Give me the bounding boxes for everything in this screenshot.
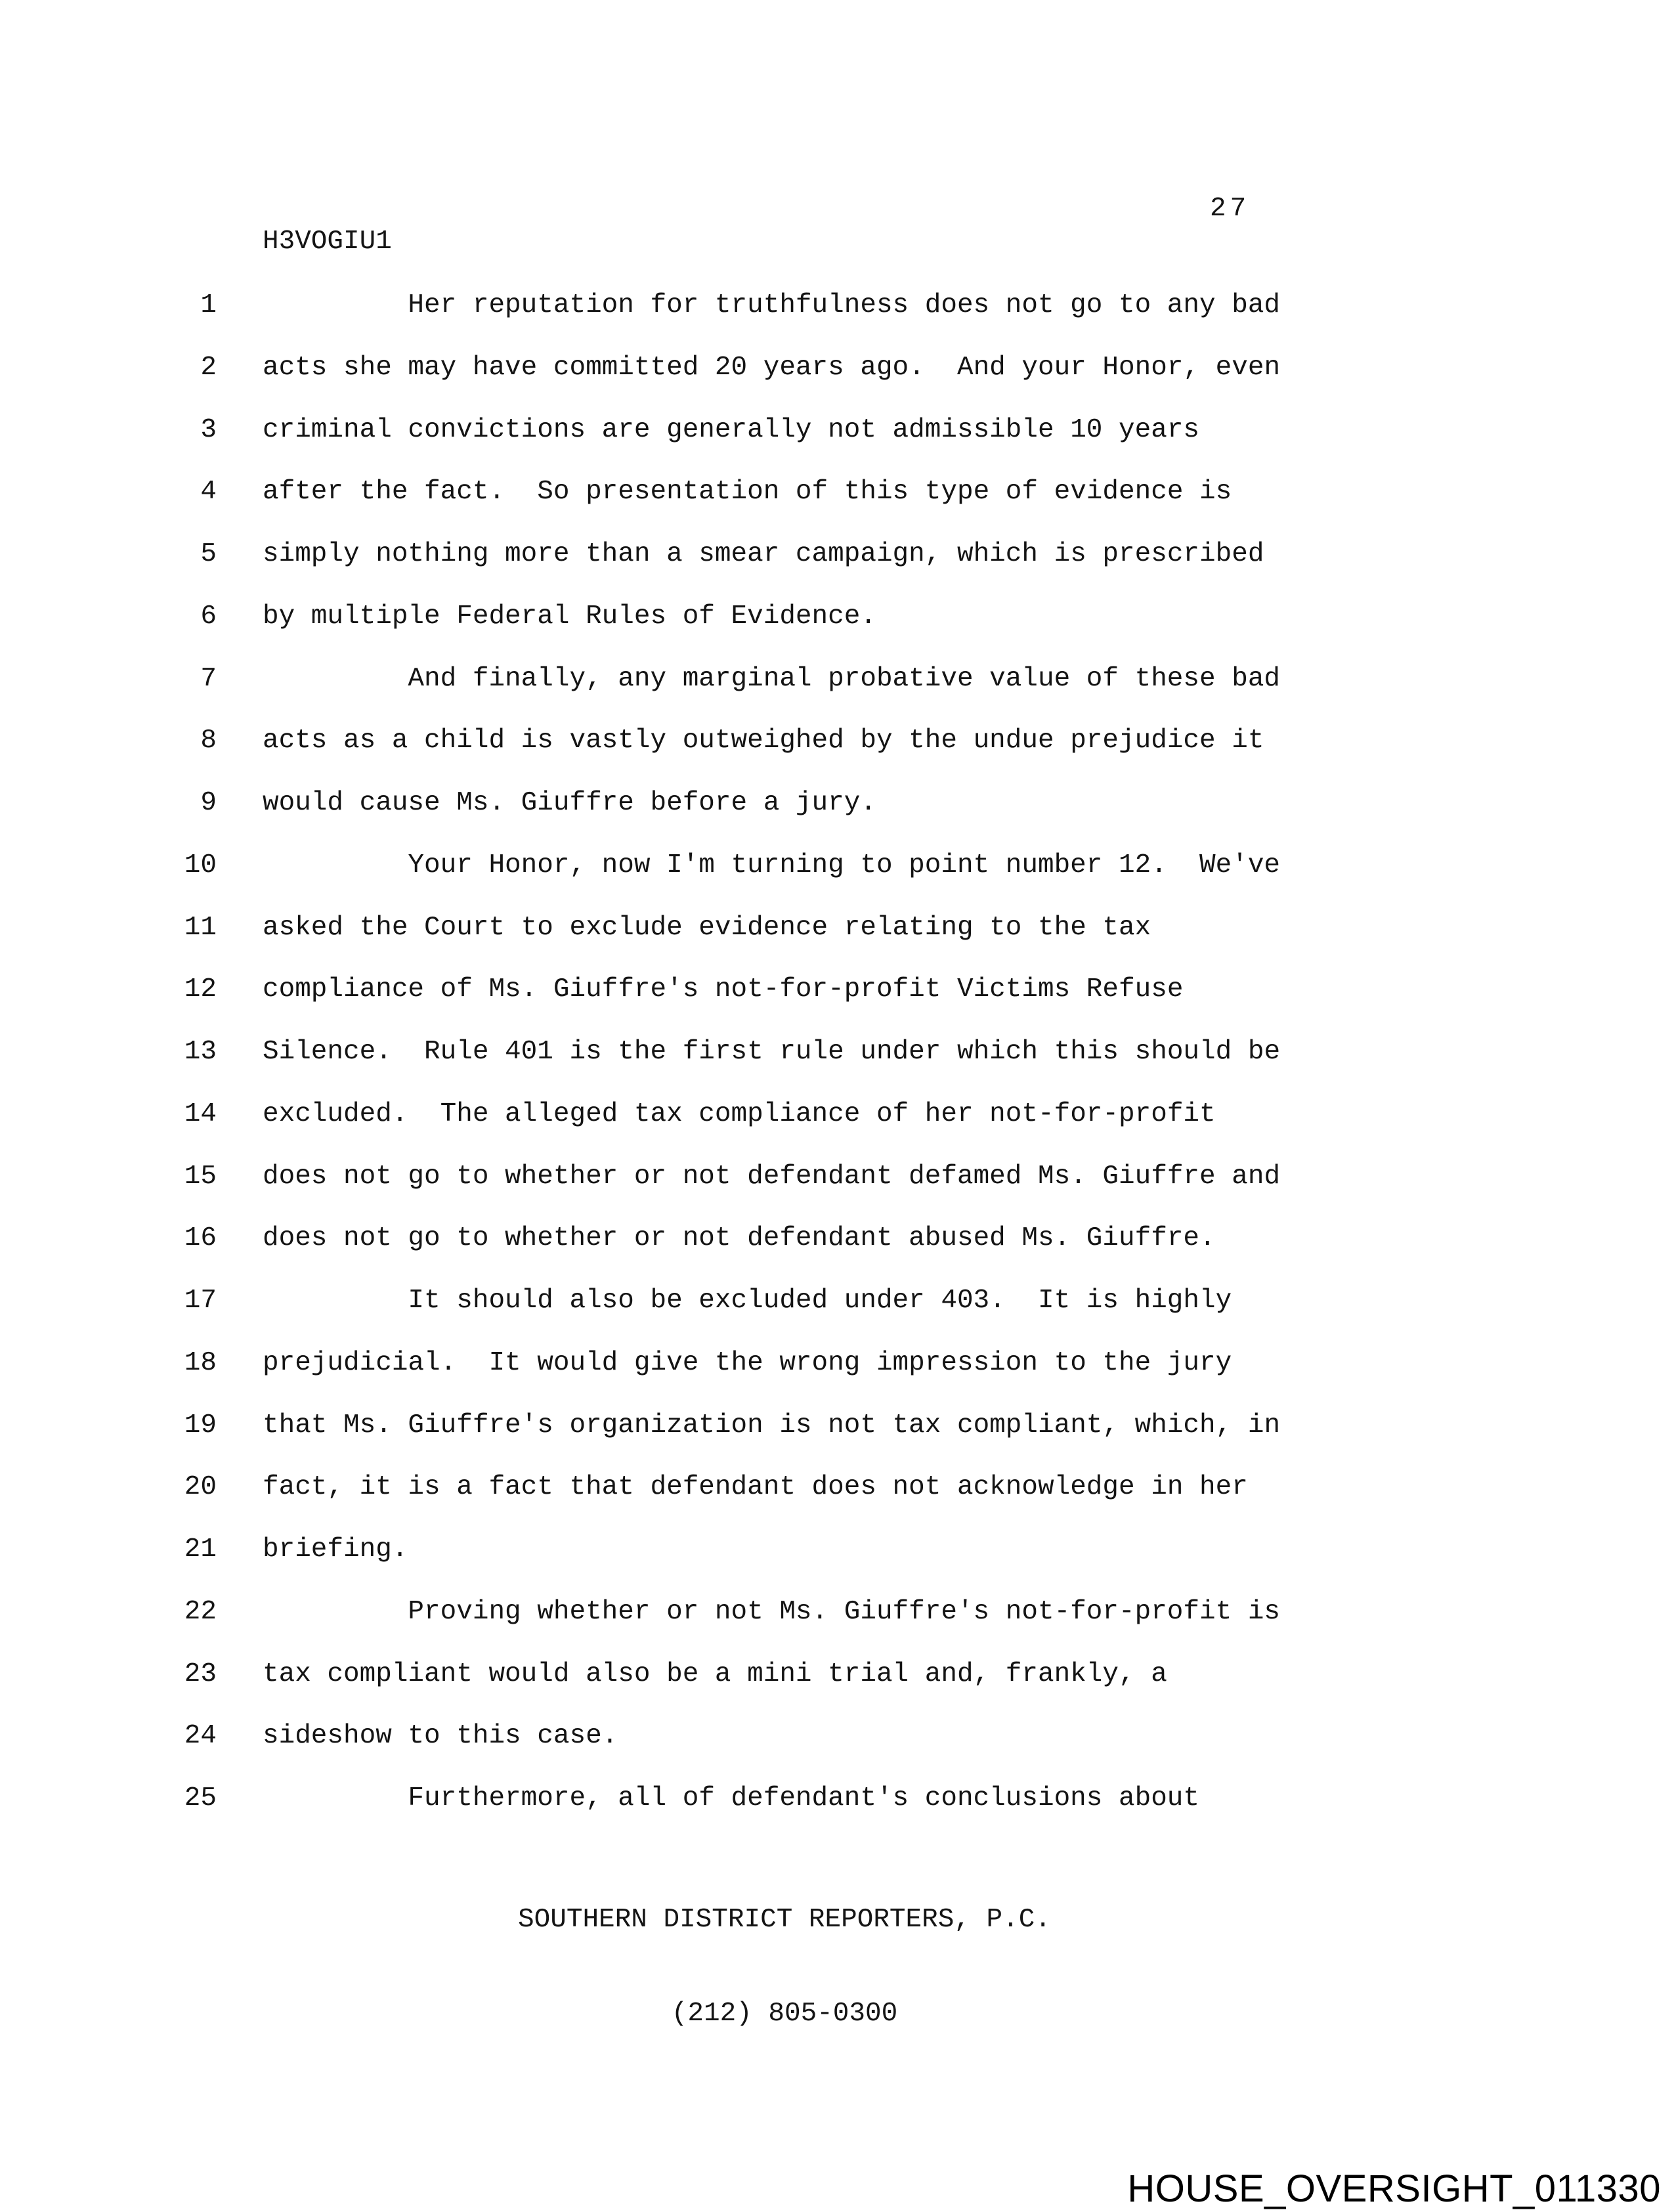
transcript-line <box>0 1534 1674 1597</box>
transcript-line <box>0 1472 1674 1534</box>
reporter-organization: SOUTHERN DISTRICT REPORTERS, P.C. <box>518 1905 1051 1935</box>
transcript-line <box>0 913 1674 975</box>
transcript-line <box>0 1783 1674 1846</box>
line-text: tax compliant would also be a mini trial and, frankly, a <box>263 1659 1167 1689</box>
transcript-line <box>0 850 1674 913</box>
transcript-line <box>0 788 1674 850</box>
line-number: 11 <box>184 912 217 943</box>
line-number: 25 <box>184 1783 217 1813</box>
bates-stamp: HOUSE_OVERSIGHT_011330 <box>1127 2167 1661 2210</box>
line-text: Your Honor, now I'm turning to point number 12. We've <box>408 850 1281 880</box>
line-number: 24 <box>184 1721 217 1752</box>
line-text: compliance of Ms. Giuffre's not-for-profit Victims Refuse <box>263 974 1184 1005</box>
line-number: 18 <box>184 1347 217 1378</box>
line-text: excluded. The alleged tax compliance of her not-for-profit <box>263 1098 1216 1129</box>
transcript-line <box>0 726 1674 788</box>
line-number: 8 <box>200 726 217 756</box>
line-number: 3 <box>200 414 217 445</box>
line-text: criminal convictions are generally not admissible 10 years <box>263 414 1200 445</box>
transcript-line <box>0 1410 1674 1473</box>
transcript-line <box>0 539 1674 601</box>
transcript-line <box>0 1659 1674 1722</box>
transcript-line <box>0 290 1674 353</box>
line-number: 14 <box>184 1098 217 1129</box>
transcript-line <box>0 1223 1674 1286</box>
line-number: 22 <box>184 1596 217 1627</box>
transcript-line <box>0 1161 1674 1224</box>
line-number: 1 <box>200 290 217 320</box>
line-number: 2 <box>200 352 217 383</box>
transcript-line <box>0 477 1674 539</box>
transcript-line <box>0 664 1674 726</box>
line-number: 10 <box>184 850 217 880</box>
transcript-line <box>0 1099 1674 1161</box>
transcript-line <box>0 1286 1674 1348</box>
line-number: 12 <box>184 974 217 1005</box>
line-number: 20 <box>184 1472 217 1503</box>
transcript-line <box>0 974 1674 1037</box>
line-number: 16 <box>184 1223 217 1254</box>
transcript-line <box>0 601 1674 664</box>
reporter-phone: (212) 805-0300 <box>671 1998 898 2029</box>
line-text: Silence. Rule 401 is the first rule under which this should be <box>263 1037 1281 1067</box>
line-text: fact, it is a fact that defendant does not acknowledge in her <box>263 1472 1248 1503</box>
line-text: Proving whether or not Ms. Giuffre's not-for-profit is <box>408 1596 1281 1627</box>
transcript-line <box>0 1037 1674 1099</box>
transcript-line <box>0 415 1674 477</box>
line-number: 9 <box>200 788 217 818</box>
line-text: after the fact. So presentation of this type of evidence is <box>263 477 1232 508</box>
line-text: And finally, any marginal probative value of these bad <box>408 663 1281 694</box>
line-text: acts she may have committed 20 years ago. And your Honor, even <box>263 352 1281 383</box>
transcript-session-id: H3VOGIU1 <box>263 227 392 257</box>
line-text: It should also be excluded under 403. It is highly <box>408 1286 1232 1316</box>
line-text: does not go to whether or not defendant abused Ms. Giuffre. <box>263 1223 1216 1254</box>
line-text: acts as a child is vastly outweighed by the undue prejudice it <box>263 726 1264 756</box>
line-text: simply nothing more than a smear campaign, which is prescribed <box>263 539 1264 569</box>
line-number: 19 <box>184 1410 217 1441</box>
line-text: would cause Ms. Giuffre before a jury. <box>263 788 876 818</box>
line-text: briefing. <box>263 1534 408 1565</box>
line-number: 23 <box>184 1659 217 1689</box>
transcript-line <box>0 353 1674 415</box>
line-number: 6 <box>200 601 217 632</box>
line-text: asked the Court to exclude evidence relating to the tax <box>263 912 1151 943</box>
transcript-body <box>0 290 1674 1846</box>
line-number: 15 <box>184 1161 217 1192</box>
transcript-line <box>0 1721 1674 1783</box>
line-text: sideshow to this case. <box>263 1721 618 1752</box>
line-number: 7 <box>200 663 217 694</box>
line-number: 4 <box>200 477 217 508</box>
line-text: prejudicial. It would give the wrong impression to the jury <box>263 1347 1232 1378</box>
transcript-line <box>0 1597 1674 1659</box>
transcript-line <box>0 1348 1674 1410</box>
reporter-footer <box>263 1842 1306 2092</box>
line-text: does not go to whether or not defendant defamed Ms. Giuffre and <box>263 1161 1281 1192</box>
line-number: 13 <box>184 1037 217 1067</box>
line-text: Her reputation for truthfulness does not go to any bad <box>408 290 1281 320</box>
line-number: 21 <box>184 1534 217 1565</box>
line-text: by multiple Federal Rules of Evidence. <box>263 601 876 632</box>
line-number: 5 <box>200 539 217 569</box>
page-number: 27 <box>1210 194 1251 224</box>
line-text: Furthermore, all of defendant's conclusions about <box>408 1783 1200 1813</box>
line-number: 17 <box>184 1286 217 1316</box>
line-text: that Ms. Giuffre's organization is not tax compliant, which, in <box>263 1410 1281 1441</box>
